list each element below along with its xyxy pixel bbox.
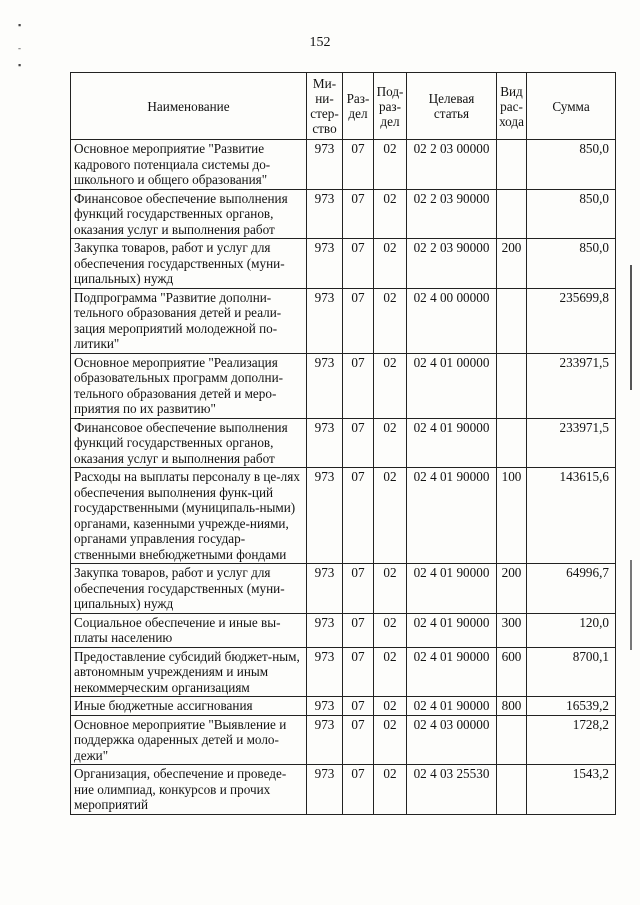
- cell-name: Основное мероприятие "Реализация образовательных программ дополни-тельного образования детей и меро-приятия по их развитию": [71, 353, 307, 418]
- cell-subsection: 02: [374, 564, 407, 614]
- table-body: [71, 140, 616, 815]
- cell-target: 02 4 01 90000: [407, 468, 497, 564]
- cell-subsection: 02: [374, 353, 407, 418]
- cell-name: Финансовое обеспечение выполнения функций государственных органов, оказания услуг и выполнения работ: [71, 418, 307, 468]
- cell-subsection: 02: [374, 647, 407, 697]
- cell-section: 07: [343, 647, 374, 697]
- header-expense-type: Вид рас- хода: [497, 73, 527, 140]
- cell-section: 07: [343, 765, 374, 815]
- table-row: [71, 140, 616, 190]
- cell-expense-type: [497, 353, 527, 418]
- cell-ministry: 973: [307, 353, 343, 418]
- cell-subsection: 02: [374, 468, 407, 564]
- cell-section: 07: [343, 140, 374, 190]
- table-row: [71, 353, 616, 418]
- cell-subsection: 02: [374, 418, 407, 468]
- cell-section: 07: [343, 239, 374, 289]
- cell-expense-type: 800: [497, 697, 527, 716]
- scan-mark: ▪: [18, 60, 22, 70]
- cell-section: 07: [343, 288, 374, 353]
- cell-name: Расходы на выплаты персоналу в це-лях обеспечения выполнения функ-ций государственными (муниципаль-ными) органами, казенными учрежде-ниями, органами управления государ-ственными внебюджетными фондами: [71, 468, 307, 564]
- cell-subsection: 02: [374, 715, 407, 765]
- cell-sum: 8700,1: [527, 647, 616, 697]
- cell-section: 07: [343, 613, 374, 647]
- table-row: [71, 468, 616, 564]
- cell-expense-type: [497, 765, 527, 815]
- cell-target: 02 4 01 90000: [407, 647, 497, 697]
- header-name: Наименование: [71, 73, 307, 140]
- cell-target: 02 4 01 00000: [407, 353, 497, 418]
- header-section: Раз- дел: [343, 73, 374, 140]
- scan-edge-line: [630, 265, 632, 390]
- cell-name: Подпрограмма "Развитие дополни-тельного образования детей и реали-зация мероприятий молодежной по-литики": [71, 288, 307, 353]
- cell-target: 02 2 03 90000: [407, 239, 497, 289]
- cell-subsection: 02: [374, 697, 407, 716]
- cell-section: 07: [343, 353, 374, 418]
- header-ministry: Ми- ни- стер- ство: [307, 73, 343, 140]
- cell-subsection: 02: [374, 765, 407, 815]
- cell-subsection: 02: [374, 239, 407, 289]
- table-row: [71, 189, 616, 239]
- cell-expense-type: [497, 715, 527, 765]
- table-row: [71, 697, 616, 716]
- cell-target: 02 4 03 25530: [407, 765, 497, 815]
- table-row: [71, 418, 616, 468]
- cell-expense-type: [497, 288, 527, 353]
- cell-ministry: 973: [307, 418, 343, 468]
- cell-sum: 64996,7: [527, 564, 616, 614]
- cell-ministry: 973: [307, 140, 343, 190]
- cell-expense-type: 600: [497, 647, 527, 697]
- cell-expense-type: [497, 189, 527, 239]
- table-row: [71, 647, 616, 697]
- cell-target: 02 4 01 90000: [407, 613, 497, 647]
- cell-ministry: 973: [307, 239, 343, 289]
- cell-subsection: 02: [374, 613, 407, 647]
- cell-section: 07: [343, 715, 374, 765]
- cell-section: 07: [343, 189, 374, 239]
- cell-target: 02 4 01 90000: [407, 418, 497, 468]
- cell-expense-type: 200: [497, 239, 527, 289]
- cell-ministry: 973: [307, 697, 343, 716]
- table-row: [71, 288, 616, 353]
- cell-subsection: 02: [374, 140, 407, 190]
- cell-sum: 143615,6: [527, 468, 616, 564]
- cell-ministry: 973: [307, 189, 343, 239]
- cell-target: 02 2 03 90000: [407, 189, 497, 239]
- cell-name: Предоставление субсидий бюджет-ным, автономным учреждениям и иным некоммерческим организациям: [71, 647, 307, 697]
- cell-target: 02 4 01 90000: [407, 564, 497, 614]
- cell-ministry: 973: [307, 715, 343, 765]
- cell-sum: 120,0: [527, 613, 616, 647]
- cell-target: 02 2 03 00000: [407, 140, 497, 190]
- budget-table-container: [70, 72, 616, 815]
- cell-expense-type: [497, 418, 527, 468]
- cell-ministry: 973: [307, 288, 343, 353]
- table-row: [71, 765, 616, 815]
- table-row: [71, 613, 616, 647]
- cell-name: Закупка товаров, работ и услуг для обеспечения государственных (муни-ципальных) нужд: [71, 564, 307, 614]
- cell-sum: 16539,2: [527, 697, 616, 716]
- cell-name: Основное мероприятие "Развитие кадрового потенциала системы до-школьного и общего образования": [71, 140, 307, 190]
- scan-mark: ▪: [18, 20, 22, 30]
- table-header-row: [71, 73, 616, 140]
- scan-mark: -: [18, 43, 21, 53]
- cell-sum: 233971,5: [527, 418, 616, 468]
- cell-target: 02 4 01 90000: [407, 697, 497, 716]
- budget-table: [70, 72, 616, 815]
- cell-ministry: 973: [307, 564, 343, 614]
- header-target: Целевая статья: [407, 73, 497, 140]
- cell-expense-type: 200: [497, 564, 527, 614]
- cell-target: 02 4 03 00000: [407, 715, 497, 765]
- cell-expense-type: 100: [497, 468, 527, 564]
- cell-section: 07: [343, 468, 374, 564]
- cell-expense-type: [497, 140, 527, 190]
- cell-name: Социальное обеспечение и иные вы-платы населению: [71, 613, 307, 647]
- cell-sum: 850,0: [527, 189, 616, 239]
- cell-ministry: 973: [307, 468, 343, 564]
- cell-name: Иные бюджетные ассигнования: [71, 697, 307, 716]
- cell-sum: 235699,8: [527, 288, 616, 353]
- cell-section: 07: [343, 697, 374, 716]
- cell-section: 07: [343, 418, 374, 468]
- cell-name: Основное мероприятие "Выявление и поддержка одаренных детей и моло-дежи": [71, 715, 307, 765]
- cell-name: Финансовое обеспечение выполнения функций государственных органов, оказания услуг и выполнения работ: [71, 189, 307, 239]
- cell-ministry: 973: [307, 647, 343, 697]
- cell-ministry: 973: [307, 613, 343, 647]
- cell-sum: 1728,2: [527, 715, 616, 765]
- cell-name: Организация, обеспечение и проведе-ние олимпиад, конкурсов и прочих мероприятий: [71, 765, 307, 815]
- cell-sum: 233971,5: [527, 353, 616, 418]
- header-subsection: Под- раз- дел: [374, 73, 407, 140]
- cell-ministry: 973: [307, 765, 343, 815]
- cell-sum: 850,0: [527, 239, 616, 289]
- cell-name: Закупка товаров, работ и услуг для обеспечения государственных (муни-ципальных) нужд: [71, 239, 307, 289]
- cell-section: 07: [343, 564, 374, 614]
- table-row: [71, 564, 616, 614]
- cell-target: 02 4 00 00000: [407, 288, 497, 353]
- cell-subsection: 02: [374, 189, 407, 239]
- cell-expense-type: 300: [497, 613, 527, 647]
- table-row: [71, 715, 616, 765]
- cell-sum: 850,0: [527, 140, 616, 190]
- scan-edge-line: [630, 560, 632, 650]
- header-sum: Сумма: [527, 73, 616, 140]
- table-row: [71, 239, 616, 289]
- cell-sum: 1543,2: [527, 765, 616, 815]
- cell-subsection: 02: [374, 288, 407, 353]
- page-number: 152: [309, 35, 331, 50]
